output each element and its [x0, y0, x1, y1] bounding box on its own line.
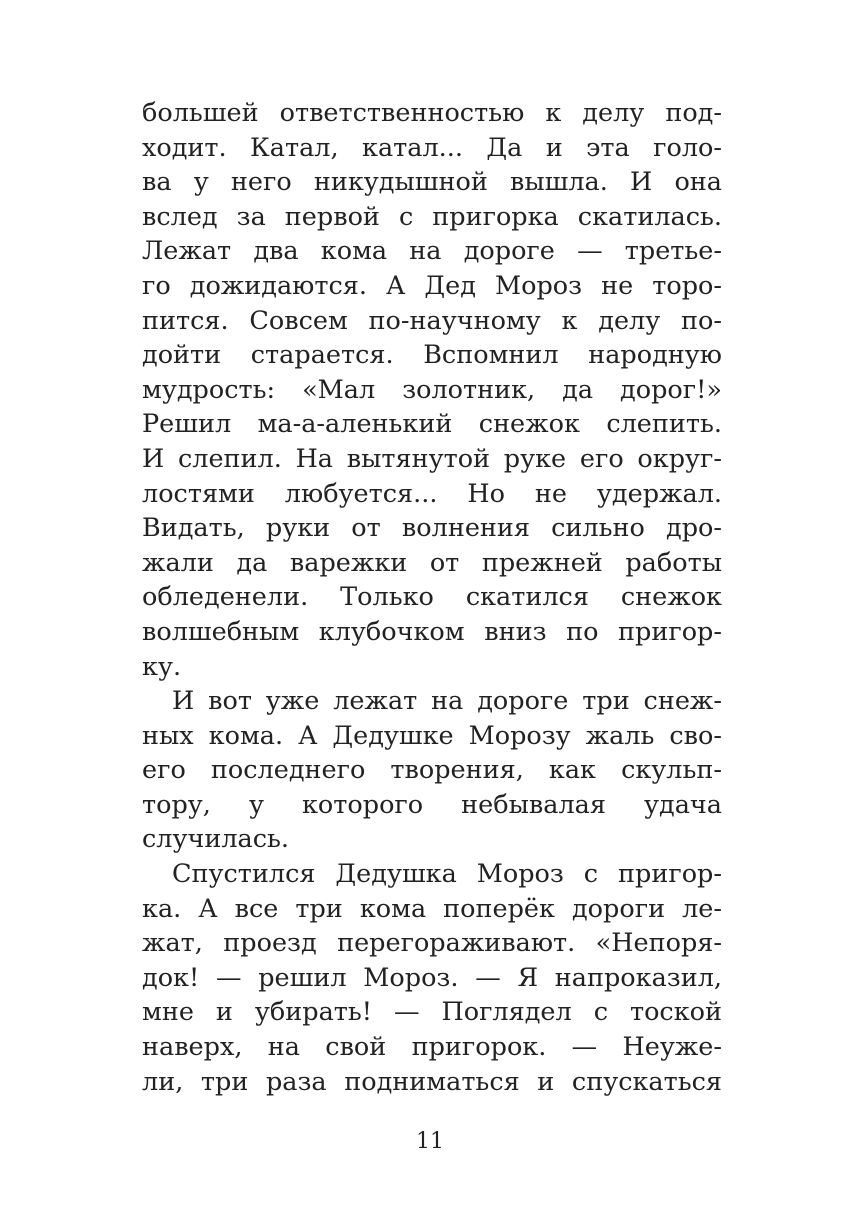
- paragraph-first-line: Спустился Дедушка Мороз с пригор-: [172, 859, 722, 890]
- text-line: док! — решил Мороз. — Я напроказил,: [142, 962, 722, 993]
- text-line: И слепил. На вытянутой руке его округ-: [142, 443, 722, 474]
- text-line: обледенели. Только скатился снежок: [142, 582, 722, 613]
- page-number: 11: [416, 1129, 444, 1154]
- text-line: го дожидаются. А Дед Мороз не торо-: [142, 270, 722, 301]
- text-line: Решил ма-а-аленький снежок слепить.: [142, 409, 722, 440]
- text-line: наверх, на свой пригорок. — Неуже-: [142, 1032, 722, 1063]
- text-line: ли, три раза подниматься и спускаться: [142, 1066, 722, 1097]
- text-line: волшебным клубочком вниз по пригор-: [142, 616, 722, 647]
- text-line: тору, у которого небывалая удача: [142, 789, 722, 820]
- text-line: мудрость: «Мал золотник, да дорог!»: [142, 374, 722, 405]
- text-line: вслед за первой с пригорка скатилась.: [142, 201, 722, 232]
- body-text: [142, 96, 722, 1099]
- text-line: его последнего творения, как скульп-: [142, 755, 722, 786]
- text-line: случилась.: [142, 824, 290, 855]
- text-line: Лежат два кома на дороге — третье-: [142, 236, 722, 267]
- text-line: ходит. Катал, катал... Да и эта голо-: [142, 132, 722, 163]
- text-line: пится. Совсем по-научному к делу по-: [142, 305, 722, 336]
- text-line: Видать, руки от волнения сильно дро-: [142, 513, 722, 544]
- text-line: ных кома. А Дедушке Морозу жаль сво-: [142, 720, 722, 751]
- paragraph-first-line: И вот уже лежат на дороге три снеж-: [172, 686, 722, 717]
- text-line: лостями любуется... Но не удержал.: [142, 478, 722, 509]
- text-line: ка. А все три кома поперёк дороги ле-: [142, 893, 722, 924]
- text-line: дойти старается. Вспомнил народную: [142, 340, 722, 371]
- text-line: большей ответственностью к делу под-: [142, 98, 722, 128]
- text-line: ва у него никудышной вышла. И она: [142, 167, 722, 198]
- text-line: мне и убирать! — Поглядел с тоской: [142, 997, 722, 1028]
- text-line: жали да варежки от прежней работы: [142, 547, 722, 578]
- text-line: ку.: [142, 651, 182, 682]
- text-line: жат, проезд перегораживают. «Непоря-: [142, 928, 722, 959]
